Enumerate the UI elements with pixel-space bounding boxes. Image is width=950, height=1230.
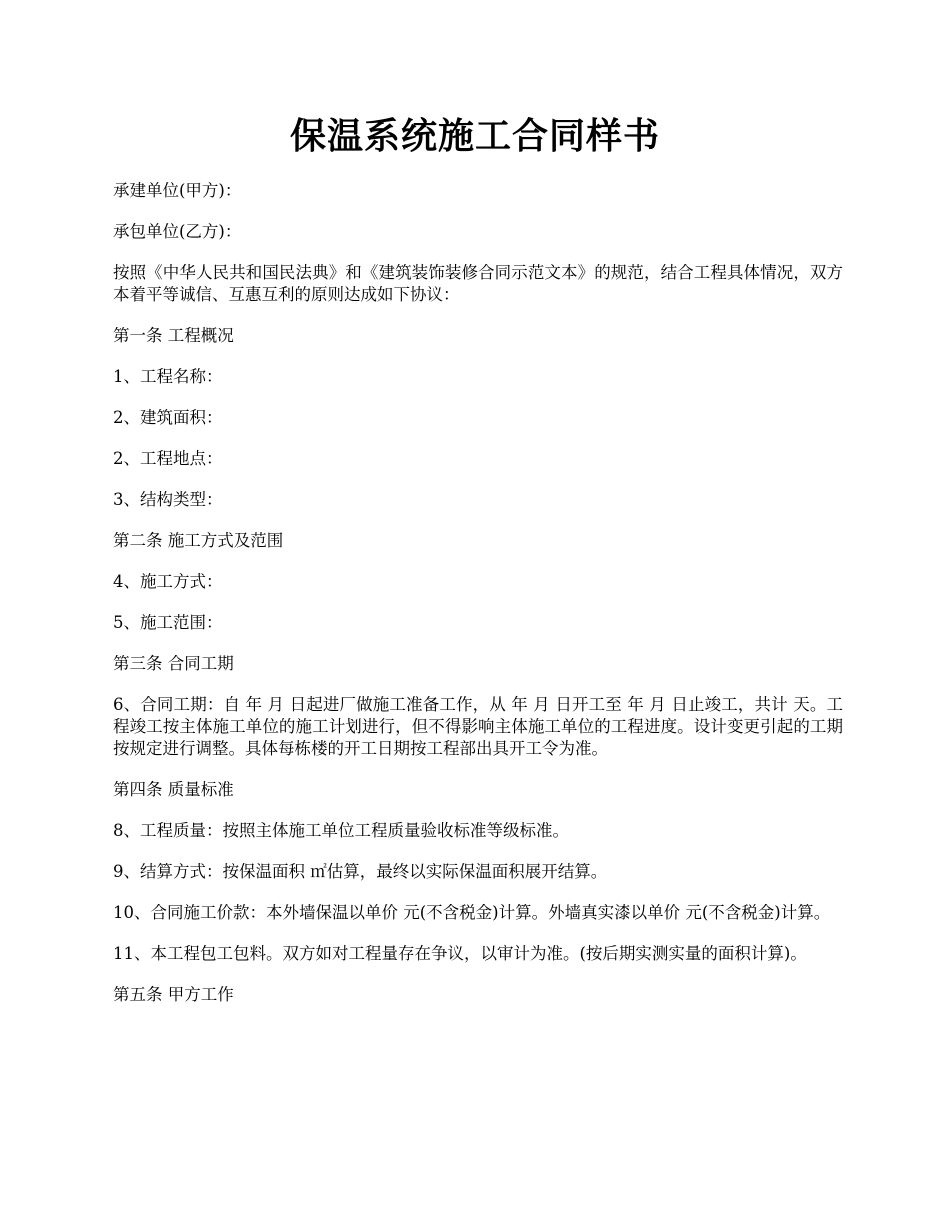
clause-construction-method: 4、施工方式： (113, 572, 223, 591)
clause-labor-materials: 11、本工程包工包料。双方如对工程量存在争议，以审计为准。(按后期实测实量的面积计算)。 (113, 944, 807, 963)
article-5-heading: 第五条 甲方工作 (113, 985, 234, 1004)
party-a-line: 承建单位(甲方)： (113, 181, 242, 200)
clause-settlement: 9、结算方式：按保温面积 ㎡估算，最终以实际保温面积展开结算。 (113, 862, 608, 881)
clause-construction-scope: 5、施工范围： (113, 613, 223, 632)
clause-contract-period: 6、合同工期：自 年 月 日起进厂做施工准备工作，从 年 月 日开工至 年 月 日止竣工，共计 天。工程竣工按主体施工单位的施工计划进行，但不得影响主体施工单位的工程进度。设计变更引起的工期按规定进行调整。具体每栋楼的开工日期按工程部出具开工令为准。 (113, 695, 843, 758)
article-1-heading: 第一条 工程概况 (113, 326, 234, 345)
clause-building-area: 2、建筑面积： (113, 408, 223, 427)
article-4-heading: 第四条 质量标准 (113, 780, 234, 799)
party-b-line: 承包单位(乙方)： (113, 222, 242, 241)
clause-project-location: 2、工程地点： (113, 449, 223, 468)
clause-structure-type: 3、结构类型： (113, 490, 223, 509)
document-body (113, 180, 843, 1025)
preamble-paragraph: 按照《中华人民共和国民法典》和《建筑装饰装修合同示范文本》的规范，结合工程具体情况，双方本着平等诚信、互惠互利的原则达成如下协议： (113, 263, 843, 304)
clause-quality: 8、工程质量：按照主体施工单位工程质量验收标准等级标准。 (113, 821, 569, 840)
document-title: 保温系统施工合同样书 (289, 115, 660, 157)
article-2-heading: 第二条 施工方式及范围 (113, 531, 284, 550)
clause-project-name: 1、工程名称： (113, 367, 223, 386)
article-3-heading: 第三条 合同工期 (113, 654, 234, 673)
clause-contract-price: 10、合同施工价款：本外墙保温以单价 元(不含税金)计算。外墙真实漆以单价 元(不含税金)计算。 (113, 903, 831, 922)
